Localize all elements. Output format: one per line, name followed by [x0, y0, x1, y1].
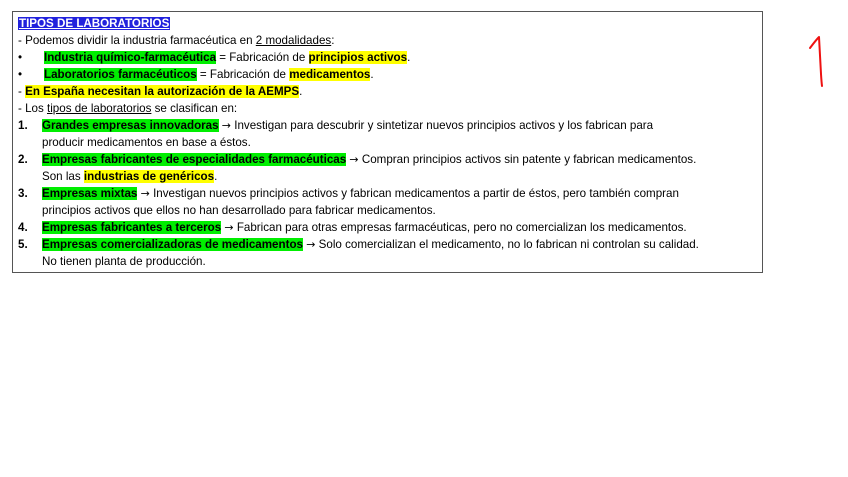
intro-underlined: 2 modalidades	[255, 34, 332, 47]
modality-text: = Fabricación de	[216, 51, 309, 64]
type-number: 1.	[18, 119, 28, 132]
modality-product: principios activos	[308, 51, 408, 64]
aemps-dash: -	[18, 85, 26, 98]
type-desc-highlight: industrias de genéricos	[83, 170, 215, 183]
type-description: Fabrican para otras empresas farmacéuticas, pero no comercializan los medicamentos.	[233, 221, 687, 234]
type-description: Compran principios activos sin patente y fabrican medicamentos.	[358, 153, 697, 166]
bullet-icon: •	[18, 51, 23, 64]
modality-product: medicamentos	[289, 68, 371, 81]
type-item	[18, 219, 756, 236]
type-number: 4.	[18, 221, 28, 234]
type-item	[18, 151, 756, 168]
type-number: 2.	[18, 153, 28, 166]
type-description-cont: No tienen planta de producción.	[42, 255, 206, 268]
types-intro-line	[18, 100, 756, 117]
intro-prefix: - Podemos dividir la industria farmacéutica en	[18, 34, 256, 47]
type-description: Investigan nuevos principios activos y fabrican medicamentos a partir de éstos, pero también compran	[149, 187, 679, 200]
arrow-right-icon: →	[306, 238, 316, 251]
arrow-right-icon: →	[349, 153, 359, 166]
document-title: TIPOS DE LABORATORIOS	[19, 17, 170, 30]
type-name: Empresas comercializadoras de medicamentos	[42, 238, 303, 251]
type-item	[18, 236, 756, 253]
aemps-highlight: En España necesitan la autorización de la AEMPS	[25, 85, 300, 98]
type-item	[18, 117, 756, 134]
type-number: 3.	[18, 187, 28, 200]
type-description-cont: principios activos que ellos no han desarrollado para fabricar medicamentos.	[42, 204, 436, 217]
type-name: Empresas fabricantes a terceros	[42, 221, 222, 234]
modality-item	[18, 66, 756, 83]
type-name: Empresas mixtas	[42, 187, 138, 200]
modality-name: Laboratorios farmacéuticos	[44, 68, 197, 81]
modality-text: = Fabricación de	[196, 68, 290, 81]
aemps-line	[18, 83, 756, 100]
arrow-right-icon: →	[224, 221, 234, 234]
aemps-end: .	[299, 85, 303, 98]
intro-suffix: :	[331, 34, 335, 47]
title-line	[18, 15, 756, 32]
type-name: Empresas fabricantes de especialidades farmacéuticas	[42, 153, 347, 166]
type-name: Grandes empresas innovadoras	[42, 119, 219, 132]
modality-item	[18, 49, 756, 66]
bullet-icon: •	[18, 68, 23, 81]
modality-name: Industria químico-farmacéutica	[44, 51, 217, 64]
type-description: Solo comercializan el medicamento, no lo fabrican ni controlan su calidad.	[315, 238, 699, 251]
modality-end: .	[407, 51, 411, 64]
handwritten-one-icon	[800, 34, 830, 90]
type-desc-end: .	[214, 170, 218, 183]
type-number: 5.	[18, 238, 28, 251]
document-text-box	[12, 11, 763, 273]
type-desc-prefix: Son las	[42, 170, 84, 183]
types-intro-underlined: tipos de laboratorios	[47, 102, 152, 115]
arrow-right-icon: →	[221, 119, 232, 132]
type-item	[18, 185, 756, 202]
intro-line	[18, 32, 756, 49]
types-intro-prefix: - Los	[18, 102, 47, 115]
types-intro-suffix: se clasifican en:	[151, 102, 238, 115]
type-description: Investigan para descubrir y sintetizar nuevos principios activos y los fabrican para	[231, 119, 654, 132]
type-description-cont	[18, 168, 756, 185]
type-description-cont: producir medicamentos en base a éstos.	[42, 136, 251, 149]
modality-end: .	[370, 68, 374, 81]
arrow-right-icon: →	[140, 187, 150, 200]
